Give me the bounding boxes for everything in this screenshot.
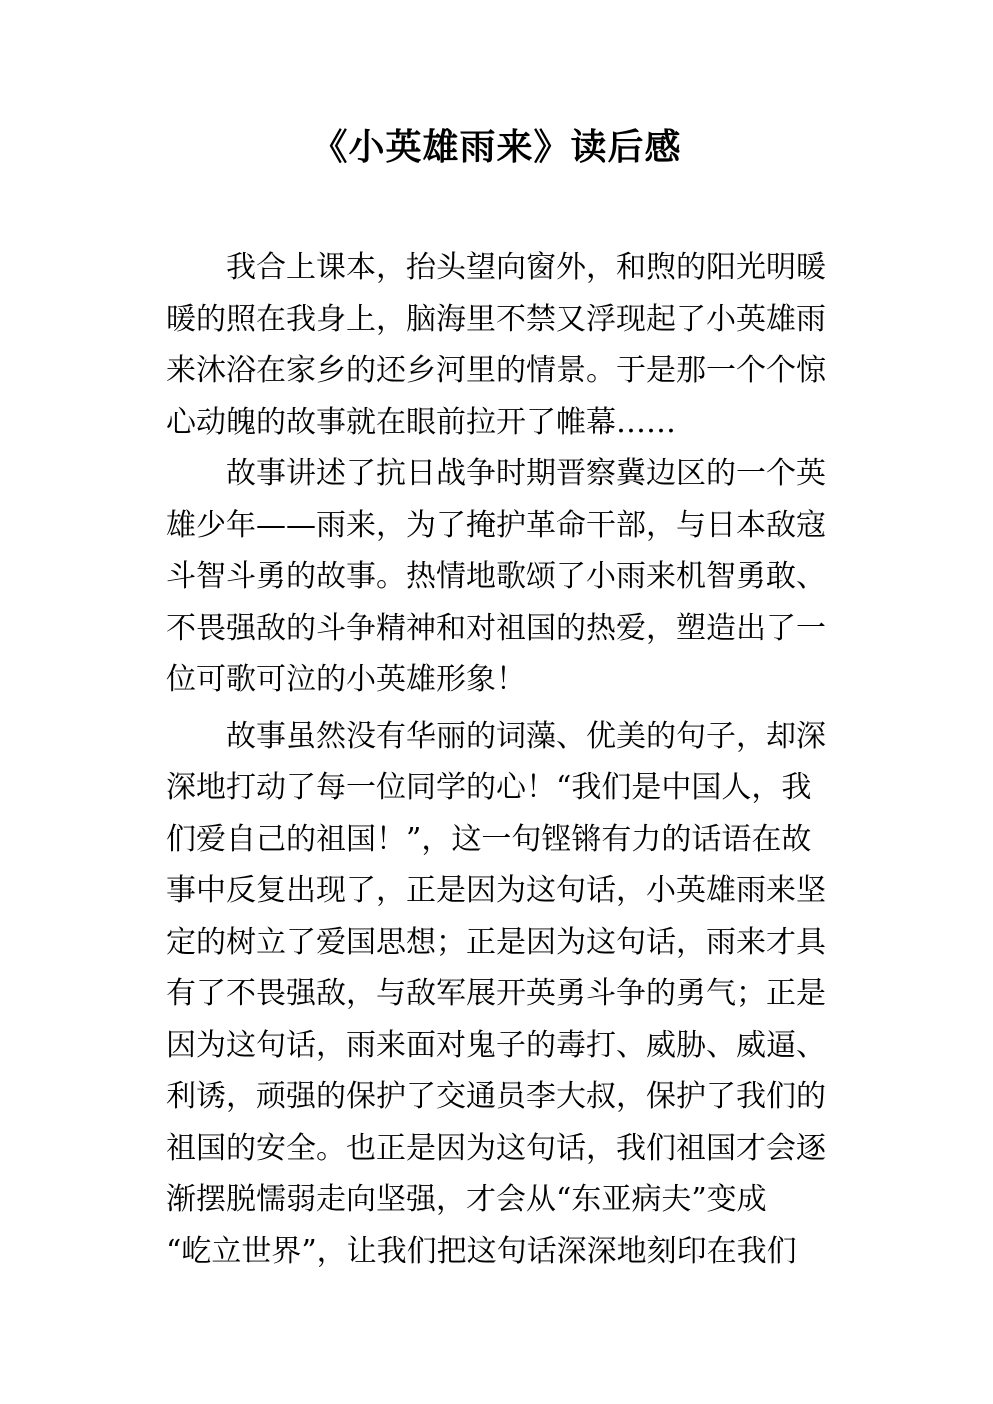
paragraph-2: [166, 448, 828, 706]
text-line: 们爱自己的祖国！”，这一句铿锵有力的话语在故: [166, 821, 812, 857]
text-line: 定的树立了爱国思想；正是因为这句话，雨来才具: [166, 924, 826, 960]
text-line: “屹立世界”，让我们把这句话深深地刻印在我们: [166, 1233, 797, 1269]
text-line: 来沐浴在家乡的还乡河里的情景。于是那一个个惊: [166, 353, 826, 388]
text-line: 不畏强敌的斗争精神和对祖国的热爱，塑造出了一: [166, 610, 826, 646]
paragraph-1: [166, 242, 828, 448]
text-line: 故事虽然没有华丽的词藻、优美的句子，却深: [166, 718, 826, 754]
text-line: 雄少年——雨来，为了掩护革命干部，与日本敌寇: [166, 507, 826, 543]
text-line: 渐摆脱懦弱走向坚强，才会从“东亚病夫”变成: [166, 1182, 767, 1217]
text-line: 心动魄的故事就在眼前拉开了帷幕……: [166, 404, 676, 440]
text-line: 我合上课本，抬头望向窗外，和煦的阳光明暖: [166, 250, 826, 285]
text-line: 暖的照在我身上，脑海里不禁又浮现起了小英雄雨: [166, 301, 826, 337]
text-line: 祖国的安全。也正是因为这句话，我们祖国才会逐: [166, 1130, 826, 1166]
text-line: 位可歌可泣的小英雄形象！: [166, 662, 526, 697]
document-body: [166, 242, 828, 1277]
text-line: 事中反复出现了，正是因为这句话，小英雄雨来坚: [166, 873, 826, 908]
text-line: 斗智斗勇的故事。热情地歌颂了小雨来机智勇敢、: [166, 559, 826, 594]
text-line: 故事讲述了抗日战争时期晋察冀边区的一个英: [166, 456, 826, 491]
text-line: 利诱，顽强的保护了交通员李大叔，保护了我们的: [166, 1079, 826, 1114]
text-line: 有了不畏强敌，与敌军展开英勇斗争的勇气；正是: [166, 976, 826, 1011]
text-line: 因为这句话，雨来面对鬼子的毒打、威胁、威逼、: [166, 1027, 826, 1063]
text-line: 深地打动了每一位同学的心！“我们是中国人，我: [166, 770, 812, 805]
paragraph-3: [166, 711, 828, 1278]
document-title: 《小英雄雨来》读后感: [311, 127, 682, 168]
